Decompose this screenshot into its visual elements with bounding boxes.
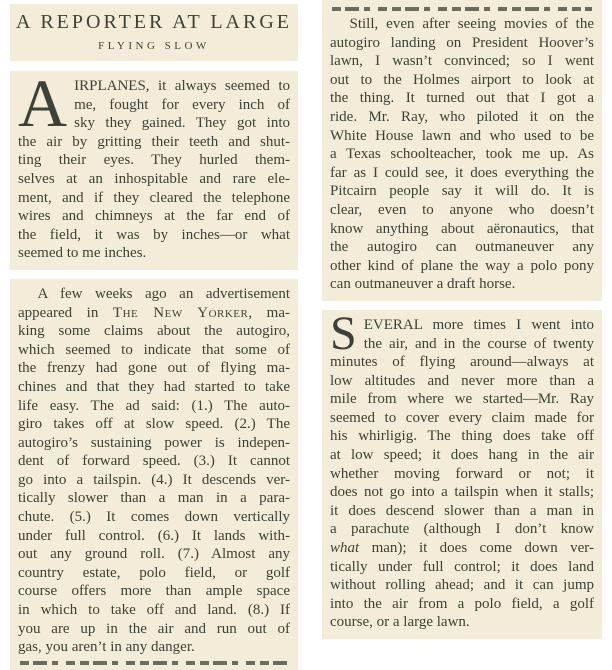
article-masthead: [10, 4, 298, 61]
text-line: [330, 108, 594, 127]
text-segment: a Texas schoolteacher, took me up. As: [330, 146, 594, 163]
text-segment: in which to take off and land. (8.) If: [18, 602, 290, 619]
text-line: [330, 409, 594, 428]
text-line: [18, 508, 290, 527]
text-segment: seemed to cover every claim made for: [330, 409, 594, 426]
text-line: [18, 244, 290, 263]
text-segment: low altitudes and never more than a: [330, 372, 594, 389]
text-segment: dent of forward speed. (3.) It cannot: [18, 453, 290, 470]
text-line: [18, 489, 290, 508]
text-line: [330, 576, 594, 595]
text-line: [330, 595, 594, 614]
drop-cap: S: [330, 309, 357, 360]
text-line: [330, 220, 594, 239]
text-segment: far as I could see, it does everything the: [330, 164, 594, 181]
text-line: [18, 471, 290, 490]
text-segment: whether moving forward or not; it: [330, 465, 594, 482]
text-segment: clear, even to anyone who doesn’t: [330, 201, 594, 218]
text-line: [330, 372, 594, 391]
text-line: [18, 151, 290, 170]
text-line: [18, 322, 290, 341]
text-segment: mile from where we started—Mr. Ray: [330, 391, 594, 408]
text-line: [18, 189, 290, 208]
text-line: [18, 304, 290, 323]
text-segment: wires and chimneys at the far end of: [18, 208, 290, 225]
text-line: [18, 564, 290, 583]
text-segment: the thing. It turned out that I got a: [330, 90, 594, 107]
truncated-text-line: [20, 661, 288, 665]
text-line: [18, 170, 290, 189]
text-segment: chute. (5.) It comes down vertically: [18, 509, 290, 526]
text-line: [18, 285, 290, 304]
text-line: [330, 34, 594, 53]
text-segment: appeared in: [18, 304, 113, 321]
text-segment: IRPLANES, it always seemed to: [74, 78, 290, 94]
text-segment: Pitcairn people say it will do. It is: [330, 183, 594, 200]
text-segment: the frenzy had gone out of flying ma-: [18, 360, 290, 377]
text-segment: course, or a large lawn.: [330, 614, 470, 631]
paragraph-block: [322, 0, 602, 301]
text-segment: at low speed; it does hang in the air: [330, 447, 594, 464]
text-segment: giro takes off at slow speed. (2.) The: [18, 416, 290, 433]
text-segment: know anything about aëronautics, that: [330, 220, 594, 237]
text-line: [330, 558, 594, 577]
text-segment: you are up in the air and run out of: [18, 620, 290, 637]
text-segment: minutes of flying around—always at: [330, 354, 594, 371]
text-segment: selves at an inhospitable and rare ele-: [18, 170, 290, 187]
text-line: [330, 335, 594, 354]
text-line: [330, 520, 594, 539]
text-line: [330, 446, 594, 465]
text-segment: does not go into a tailspin when it stalls;: [330, 484, 594, 501]
text-segment: ride. Mr. Ray, who piloted it on the: [330, 108, 594, 125]
text-line: [330, 483, 594, 502]
text-line: [330, 539, 594, 558]
text-line: [330, 465, 594, 484]
text-segment: course offers more than ample space: [18, 583, 290, 600]
text-line: [330, 275, 594, 294]
drop-cap: A: [18, 71, 68, 141]
text-segment: country estate, polo field, or golf: [18, 564, 290, 581]
text-segment: without rolling ahead; and it can jump: [330, 577, 594, 594]
text-segment: the air by gritting their teeth and shut-: [18, 133, 290, 150]
text-segment: man); it does come down ver-: [359, 540, 594, 557]
text-line: [18, 378, 290, 397]
text-line: [330, 182, 594, 201]
text-segment: can outmaneuver a draft horse.: [330, 276, 516, 293]
text-line: [18, 359, 290, 378]
text-segment: a parachute (although I don’t know: [330, 521, 594, 538]
text-line: [330, 316, 594, 335]
text-line: [330, 238, 594, 257]
text-line: [330, 613, 594, 632]
text-segment: it does descend slower than a man in: [330, 502, 594, 519]
text-segment: his whirligig. The thing does take off: [330, 428, 594, 445]
text-segment: into the air from a polo field, a golf: [330, 595, 594, 612]
text-segment: chines and that they had started to take: [18, 378, 290, 395]
text-line: [18, 452, 290, 471]
truncated-text-line: [332, 7, 592, 11]
text-segment: A few weeks ago an advertisement: [37, 285, 290, 302]
text-line: [330, 201, 594, 220]
text-segment: the field, it was by inches—or what: [18, 226, 290, 243]
smallcaps-text: The New Yorker: [112, 304, 249, 321]
text-line: [330, 15, 594, 34]
text-segment: EVERAL more times I went into: [363, 316, 594, 333]
text-segment: , ma-: [248, 304, 290, 321]
text-line: [18, 226, 290, 245]
article-subtitle: FLYING SLOW: [98, 40, 210, 52]
text-line: [330, 89, 594, 108]
italic-text: what: [330, 540, 360, 557]
text-line: [330, 145, 594, 164]
text-line: [330, 390, 594, 409]
text-line: [18, 582, 290, 601]
text-segment: go into a tailspin. (4.) It descends ver-: [18, 471, 290, 488]
text-segment: the autogiro can outmaneuver any: [330, 239, 594, 256]
text-segment: me, fought for every inch of: [74, 96, 290, 113]
text-line: [18, 341, 290, 360]
text-line: [18, 601, 290, 620]
text-line: [330, 164, 594, 183]
paragraph-block: [10, 71, 298, 270]
text-segment: autogiro landing on President Hoover’s: [330, 34, 594, 51]
text-line: [330, 502, 594, 521]
text-segment: seemed to me inches.: [18, 245, 147, 262]
text-segment: out any ground roll. (7.) Almost any: [18, 546, 290, 563]
text-line: [18, 397, 290, 416]
text-segment: other kind of plane the way a polo pony: [330, 257, 594, 274]
text-segment: which seemed to indicate that some of: [18, 341, 290, 358]
text-segment: the air, and in the course of twenty: [363, 335, 594, 352]
text-segment: Still, even after seeing movies of the: [349, 16, 594, 32]
text-segment: ting their eyes. They hurled them-: [18, 152, 290, 169]
text-segment: autogiro’s sustaining power is indepen-: [18, 434, 290, 451]
text-line: [18, 133, 290, 152]
text-line: [330, 427, 594, 446]
text-segment: White House lawn and who used to be: [330, 127, 594, 144]
text-line: [330, 127, 594, 146]
text-line: [330, 71, 594, 90]
text-segment: life easy. The ad said: (1.) The auto-: [18, 397, 290, 414]
text-line: [18, 638, 290, 657]
text-line: [18, 207, 290, 226]
paragraph-block: [10, 279, 298, 670]
text-segment: king some claims about the autogiro,: [18, 323, 290, 340]
text-segment: tically slower than a man in a para-: [18, 490, 290, 507]
text-segment: lawn, I wasn’t convinced; so I went: [330, 53, 594, 70]
text-segment: out to the Holmes airport to look at: [330, 71, 594, 88]
text-line: [330, 52, 594, 71]
paragraph-block: [322, 310, 602, 639]
text-segment: gas, you aren’t in any danger.: [18, 639, 195, 656]
left-column: [10, 4, 298, 670]
text-line: [330, 353, 594, 372]
text-segment: ment, and if they cleared the telephone: [18, 189, 290, 206]
text-segment: tically under full control; it does land: [330, 558, 594, 575]
text-line: [330, 257, 594, 276]
text-line: [18, 620, 290, 639]
text-line: [18, 527, 290, 546]
right-column: [322, 0, 602, 639]
text-line: [18, 545, 290, 564]
text-line: [18, 415, 290, 434]
article-title: A REPORTER AT LARGE: [15, 11, 292, 33]
text-line: [18, 434, 290, 453]
text-segment: under full control. (6.) It lands with-: [18, 527, 290, 544]
text-segment: sky they gained. They got into: [74, 115, 290, 132]
